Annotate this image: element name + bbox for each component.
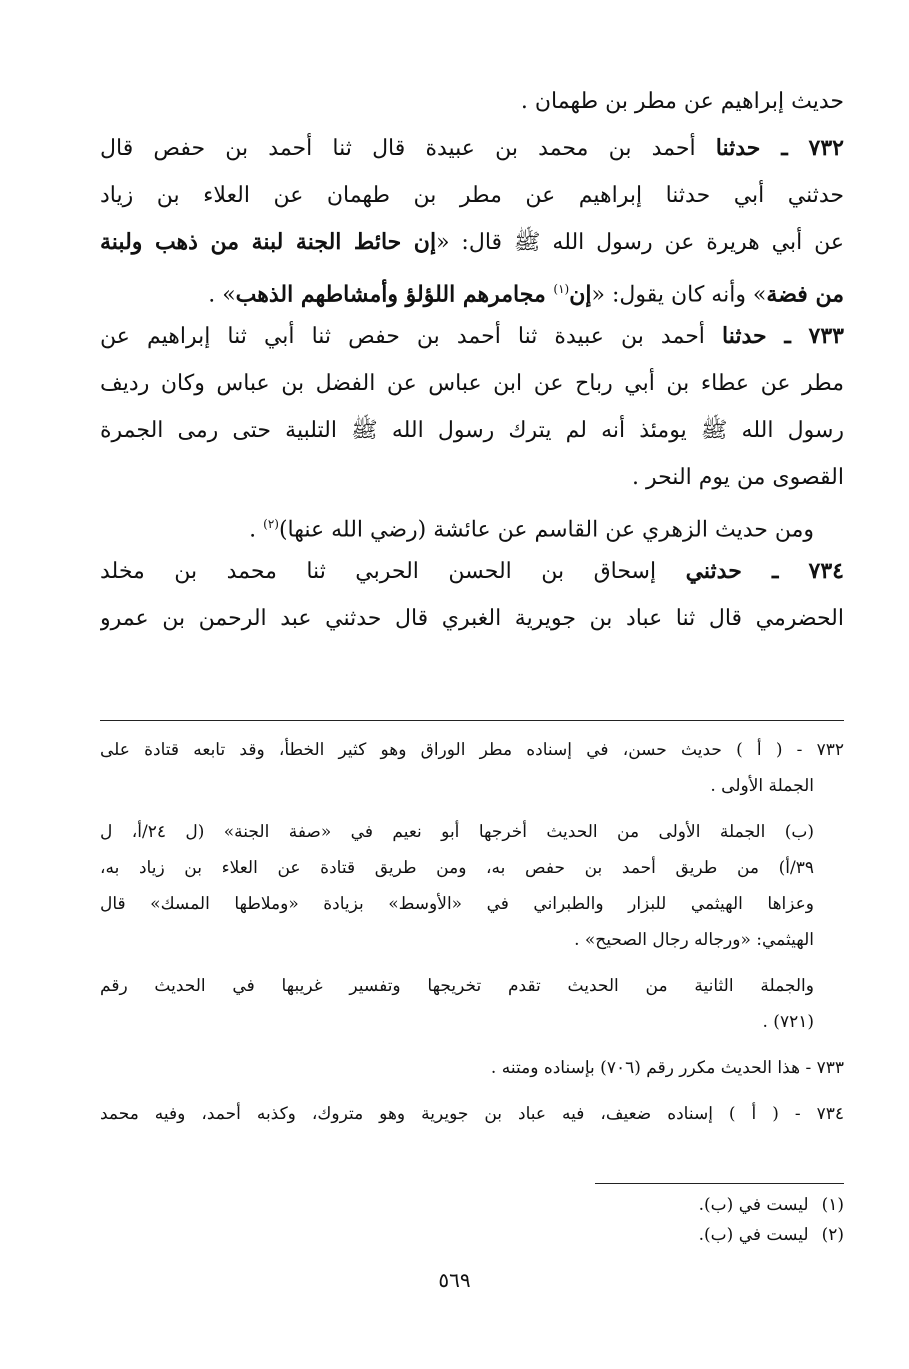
footnote-text: ليست في (ب). <box>698 1225 809 1245</box>
text-line: الحضرمي قال ثنا عباد بن جويرية الغبري قال حدثني عبد الرحمن بن عمرو <box>100 606 844 631</box>
text-line <box>100 219 844 266</box>
footnote-number: (١) <box>821 1195 844 1215</box>
text-span: . <box>249 517 264 543</box>
note-line: ٧٣٢ - ( أ ) حديث حسن، في إسناده مطر الوراق وهو كثير الخطأ، وقد تابعه قتادة على <box>100 740 844 760</box>
text-span: عن أبي هريرة عن رسول الله ﷺ قال: « <box>436 230 844 255</box>
note-line: الهيثمي: «ورجاله رجال الصحيح» . <box>574 930 814 950</box>
text-line: رسول الله ﷺ يومئذ أنه لم يترك رسول الله ﷺ التلبية حتى رمى الجمرة <box>100 418 844 443</box>
note-line: الجملة الأولى . <box>710 776 814 796</box>
text-line: مطر عن عطاء بن أبي رباح عن ابن عباس عن الفضل بن عباس وكان رديف <box>100 371 844 396</box>
hadith-quote: مجامرهم اللؤلؤ وأمشاطهم الذهب <box>235 281 554 308</box>
text-span: ومن حديث الزهري عن القاسم عن عائشة (رضي الله عنها) <box>278 517 814 543</box>
text-line <box>100 266 844 313</box>
text-span: إسحاق بن الحسن الحربي ثنا محمد بن مخلد <box>100 559 686 584</box>
footnotes <box>100 1190 844 1250</box>
note-line: والجملة الثانية من الحديث تقدم تخريجها وتفسير غريبها في الحديث رقم <box>100 976 814 996</box>
main-text <box>100 78 844 642</box>
note-line: ٣٩/أ) من طريق أحمد بن حفص به، ومن طريق قتادة عن العلاء بن زياد به، <box>100 858 814 878</box>
footnote <box>100 1220 844 1250</box>
hadith-732-line <box>100 125 844 172</box>
hadith-quote: من فضة <box>766 281 844 308</box>
hadith-number: ٧٣٣ ـ حدثنا <box>722 323 844 349</box>
footnote-rule <box>595 1183 844 1184</box>
footnote-number: (٢) <box>821 1225 844 1245</box>
text-span: » وأنه كان يقول: « <box>591 282 767 308</box>
footnote-text: ليست في (ب). <box>698 1195 809 1215</box>
text-line: القصوى من يوم النحر . <box>631 465 844 490</box>
text-span: أحمد بن عبيدة ثنا أحمد بن حفص ثنا أبي ثنا إبراهيم عن <box>100 324 722 349</box>
note-line: ٧٣٣ - هذا الحديث مكرر رقم (٧٠٦) بإسناده ومتنه . <box>490 1058 844 1078</box>
hadith-734-line <box>100 548 844 595</box>
note-line: وعزاها الهيثمي للبزار والطبراني في «الأوسط» بزيادة «وملاطها المسك» قال <box>100 894 814 914</box>
footnote-ref: (٢) <box>263 517 279 531</box>
hadith-quote: إن حائط الجنة لبنة من ذهب ولبنة <box>100 229 437 255</box>
hadith-number: ٧٣٢ ـ حدثنا <box>715 135 844 161</box>
footnote <box>100 1190 844 1220</box>
separator-rule <box>100 720 844 721</box>
text-span: » . <box>208 282 236 308</box>
page-number: ٥٦٩ <box>438 1268 471 1292</box>
text-line: حدثني أبي حدثنا إبراهيم عن مطر بن طهمان عن العلاء بن زياد <box>100 183 844 208</box>
hadith-number: ٧٣٤ ـ حدثني <box>685 558 844 584</box>
commentary-notes <box>100 732 844 1132</box>
note-line: ٧٣٤ - ( أ ) إسناده ضعيف، فيه عباد بن جويرية وهو متروك، وكذبه أحمد، وفيه محمد <box>100 1104 844 1124</box>
note-line: (ب) الجملة الأولى من الحديث أخرجها أبو نعيم في «صفة الجنة» (ل ٢٤/أ، ل <box>100 822 814 842</box>
note-line: (٧٢١) . <box>762 1012 814 1032</box>
footnote-ref: (١) <box>553 282 570 296</box>
section-heading <box>100 501 844 548</box>
text-line: حديث إبراهيم عن مطر بن طهمان . <box>520 89 844 114</box>
hadith-733-line <box>100 313 844 360</box>
text-span: أحمد بن محمد بن عبيدة قال ثنا أحمد بن حفص قال <box>100 136 716 161</box>
hadith-quote: إن <box>569 281 592 308</box>
